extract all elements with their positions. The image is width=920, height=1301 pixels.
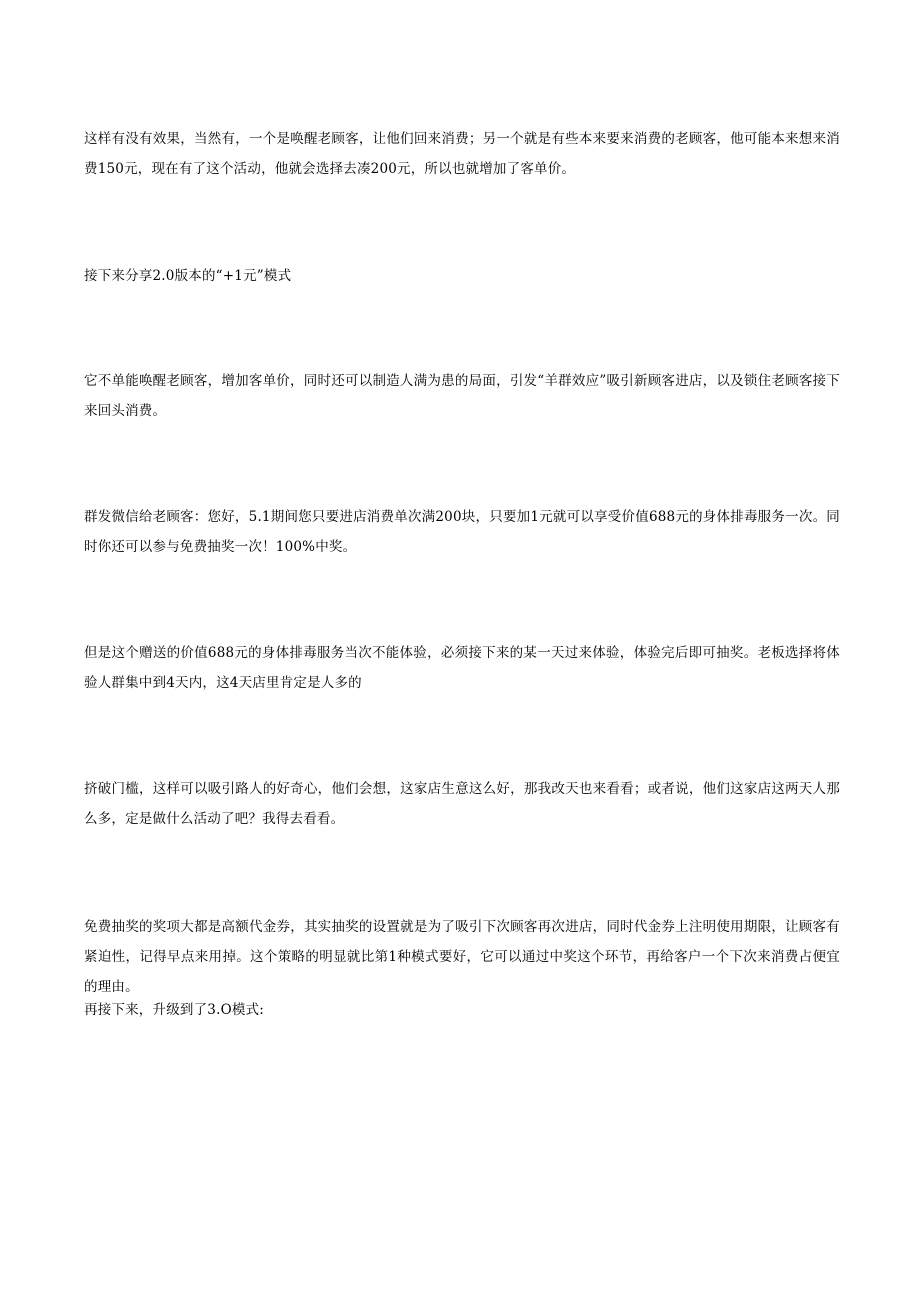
paragraph-effect: 这样有没有效果，当然有，一个是唤醒老顾客，让他们回来消费；另一个就是有些本来要来消费的老顾客，他可能本来想来消费150元，现在有了这个活动，他就会选择去凑200元，所以也就增加了客单价。 — [84, 131, 840, 177]
paragraph-service-rule: 但是这个赠送的价值688元的身体排毒服务当次不能体验，必须接下来的某一天过来体验，体验完后即可抽奖。老板选择将体验人群集中到4天内，这4天店里肯定是人多的 — [84, 645, 840, 691]
paragraph-version-2-intro: 接下来分享2.0版本的“+1元”模式 — [84, 268, 292, 284]
paragraph-version-3-intro: 再接下来，升级到了3.O模式: — [84, 1002, 264, 1018]
paragraph-version-2-benefits: 它不单能唤醒老顾客，增加客单价，同时还可以制造人满为患的局面，引发“羊群效应”吸引新顾客进店，以及锁住老顾客接下来回头消费。 — [84, 373, 840, 419]
paragraph-wechat-message: 群发微信给老顾客：您好，5.1期间您只要进店消费单次满200块，只要加1元就可以享受价值688元的身体排毒服务一次。同时你还可以参与免费抽奖一次！100%中奖。 — [84, 509, 840, 555]
paragraph-crowd-effect: 挤破门槛，这样可以吸引路人的好奇心，他们会想，这家店生意这么好，那我改天也来看看；或者说，他们这家店这两天人那么多，定是做什么活动了吧？我得去看看。 — [84, 781, 840, 827]
paragraph-lottery-prizes: 免费抽奖的奖项大都是高额代金券，其实抽奖的设置就是为了吸引下次顾客再次进店，同时代金券上注明使用期限，让顾客有紧迫性，记得早点来用掉。这个策略的明显就比第1种模式要好，它可以通过中奖这个环节，再给客户一个下次来消费占便宜的理由。 — [84, 919, 840, 995]
